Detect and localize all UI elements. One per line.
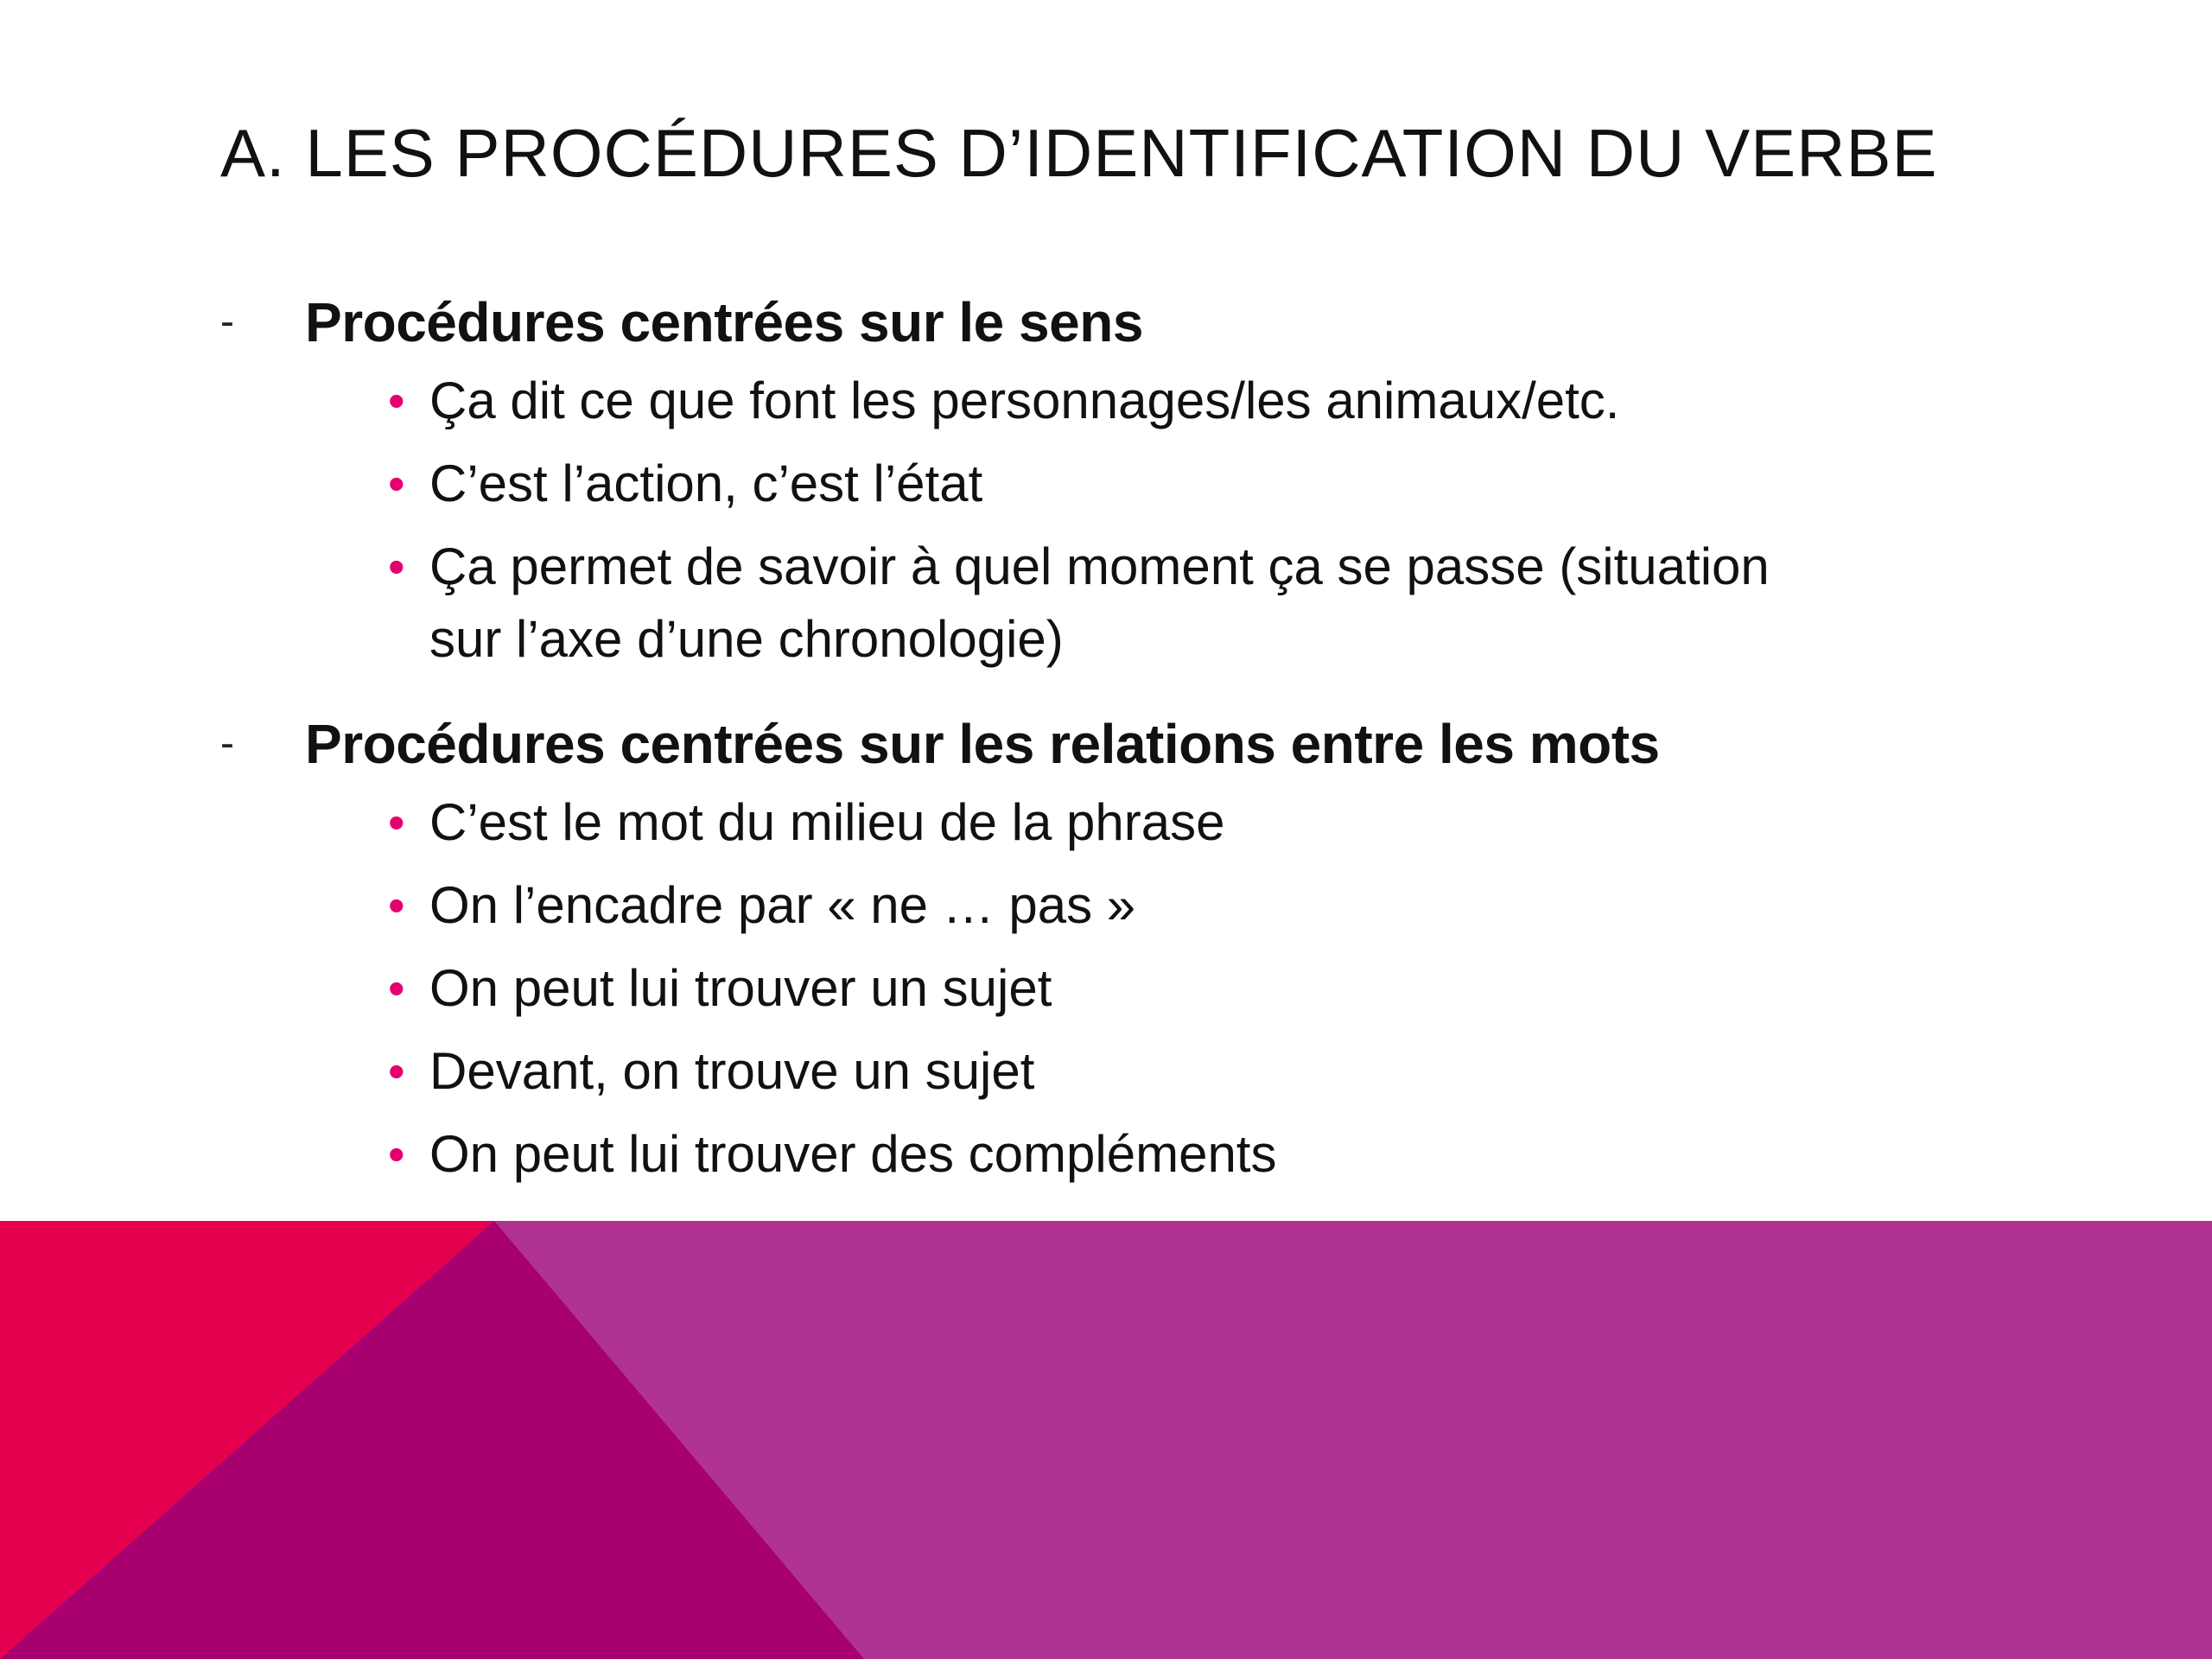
bullet-icon: • [388, 878, 405, 932]
section-heading [220, 707, 2035, 781]
section-heading-text: Procédures centrées sur les relations entre les mots [305, 713, 1660, 775]
list-item-text: On l’encadre par « ne … pas » [429, 876, 1136, 934]
bullet-list [220, 786, 2035, 1191]
list-item [220, 869, 1948, 942]
list-item [220, 531, 1948, 676]
section-sense [220, 285, 2035, 686]
bullet-icon: • [388, 1127, 405, 1181]
bullet-icon: • [388, 795, 405, 849]
list-item [220, 1118, 1948, 1191]
section-relations [220, 707, 2035, 1201]
list-item [220, 952, 1948, 1025]
section-heading [220, 285, 2035, 359]
bullet-icon: • [388, 539, 405, 594]
list-item [220, 786, 1948, 859]
list-item-text: On peut lui trouver un sujet [429, 959, 1052, 1017]
bullet-icon: • [388, 456, 405, 511]
bullet-icon: • [388, 961, 405, 1015]
list-item-text: C’est l’action, c’est l’état [429, 454, 983, 512]
list-item-text: On peut lui trouver des compléments [429, 1125, 1277, 1183]
slide-title: A. LES PROCÉDURES D’IDENTIFICATION DU VERBE [220, 115, 1938, 191]
bullet-icon: • [388, 373, 405, 428]
bullet-icon: • [388, 1044, 405, 1098]
list-item-text: Devant, on trouve un sujet [429, 1042, 1035, 1100]
dash-marker: - [220, 721, 234, 766]
dash-marker: - [220, 299, 234, 345]
bullet-list [220, 365, 2035, 676]
list-item [220, 365, 1948, 437]
section-heading-text: Procédures centrées sur le sens [305, 291, 1143, 353]
list-item-text: Ça permet de savoir à quel moment ça se passe (situation sur l’axe d’une chronologie) [429, 537, 1770, 668]
list-item [220, 448, 1948, 520]
decorative-footer-shapes [0, 1221, 2212, 1659]
list-item-text: Ça dit ce que font les personnages/les animaux/etc. [429, 372, 1620, 429]
list-item [220, 1035, 1948, 1108]
list-item-text: C’est le mot du milieu de la phrase [429, 793, 1225, 851]
